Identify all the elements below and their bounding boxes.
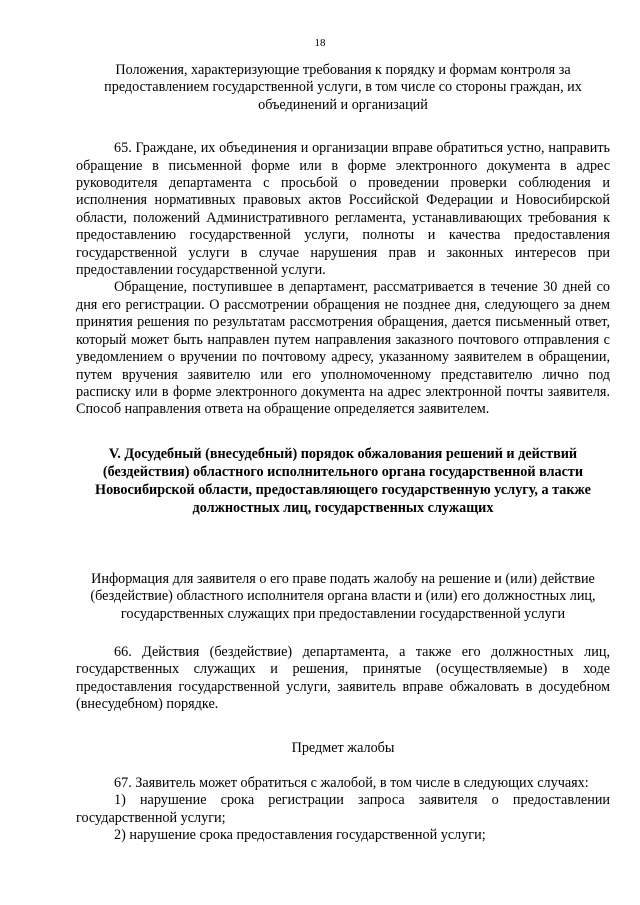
paragraph-66: 66. Действия (бездействие) департамента, а также его должностных лиц, государственных служащих и решения, принятые (осуществляемые) в ходе предоставления государственной услуги, заявитель вправе обжаловать в досудебном (внесудебном) порядке. [76,643,610,713]
paragraph-67: 67. Заявитель может обратиться с жалобой, в том числе в следующих случаях: [114,774,589,791]
document-body [76,62,610,845]
paragraph-65: 65. Граждане, их объединения и организации вправе обратиться устно, направить обращение в письменной форме или в форме электронного документа в адрес руководителя департамента с просьбой о проведении проверки соблюдения и исполнения нормативных правовых актов Российской Федерации и Новосибирской области, положений Административного регламента, устанавливающих требования к предоставлению государственной услуги, полноты и качества предоставления государственной услуги в случае нарушения прав и законных интересов при предоставлении государственной услуги. [76,140,610,279]
page-number: 18 [314,37,326,49]
paragraph-67-item-2: 2) нарушение срока предоставления государственной услуги; [114,827,486,844]
heading-complaint-info: Информация для заявителя о его праве подать жалобу на решение и (или) действие (бездействие) областного исполнителя органа власти и (или) его должностных лиц, государственных служащих при предоставлении государственной услуги [90,570,596,622]
heading-complaint-subject: Предмет жалобы [291,739,395,756]
heading-control-forms: Положения, характеризующие требования к порядку и формам контроля за предоставлением государственной услуги, в том числе со стороны граждан, их объединений и организаций [104,62,582,113]
paragraph-67-item-1: 1) нарушение срока регистрации запроса заявителя о предоставлении государственной услуги; [76,792,610,826]
paragraph-65-response: Обращение, поступившее в департамент, рассматривается в течение 30 дней со дня его регистрации. О рассмотрении обращения не позднее дня, следующего за днем принятия решения по результатам рассмотрения обращения, дается письменный ответ, который может быть направлен путем направления заказного почтового отправления с уведомлением о вручении по почтовому адресу, указанному заявителем в обращении, путем вручения заявителю или его уполномоченному представителю лично под расписку или в форме электронного документа на адрес электронной почты заявителя. Способ направления ответа на обращение определяется заявителем. [76,279,610,418]
section-v-title: V. Досудебный (внесудебный) порядок обжалования решений и действий (бездействия) областного исполнительного органа государственной власти Новосибирской области, предоставляющего государственную услугу, а также должностных лиц, государственных служащих [95,445,591,516]
